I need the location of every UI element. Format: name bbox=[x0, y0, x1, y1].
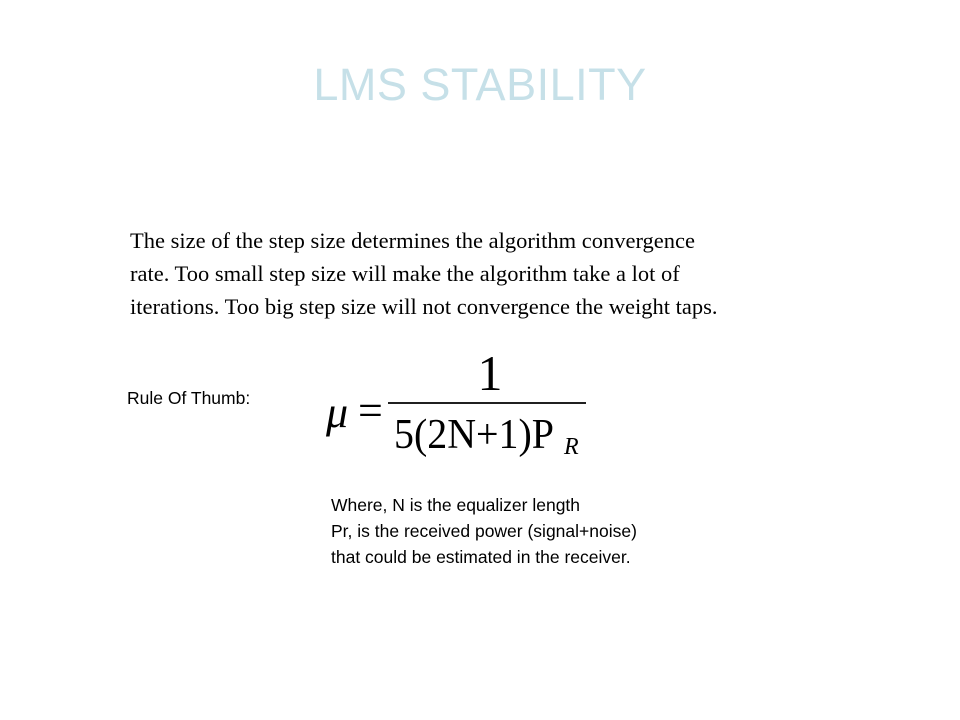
where-line: Pr, is the received power (signal+noise) bbox=[331, 521, 637, 541]
formula-subscript: R bbox=[564, 434, 579, 460]
slide-title: LMS STABILITY bbox=[313, 59, 647, 110]
formula-numerator: 1 bbox=[477, 345, 503, 401]
where-explanation bbox=[331, 492, 637, 570]
formula-equals: = bbox=[358, 386, 383, 435]
paragraph-line: The size of the step size determines the algorithm convergence bbox=[130, 228, 695, 253]
where-line: Where, N is the equalizer length bbox=[331, 495, 581, 515]
where-line: that could be estimated in the receiver. bbox=[331, 547, 631, 567]
rule-of-thumb-label: Rule Of Thumb: bbox=[127, 388, 251, 408]
paragraph-line: iterations. Too big step size will not convergence the weight taps. bbox=[130, 294, 718, 319]
description-paragraph bbox=[130, 224, 850, 323]
paragraph-line: rate. Too small step size will make the algorithm take a lot of bbox=[130, 261, 680, 286]
formula-graphic bbox=[318, 340, 618, 470]
step-size-formula bbox=[318, 340, 618, 470]
formula-mu: μ bbox=[326, 388, 349, 437]
formula-denominator: 5(2N+1)P bbox=[394, 412, 554, 458]
